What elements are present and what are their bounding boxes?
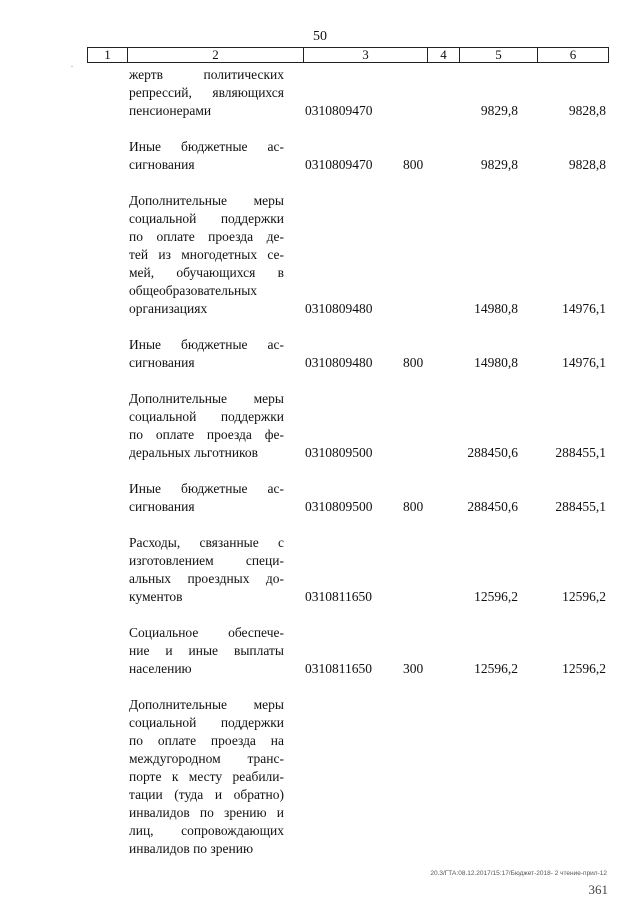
row-name: [129, 480, 284, 516]
row-value-6: 288455,1: [555, 445, 606, 460]
margin-mark: .: [71, 60, 73, 69]
row-name: [129, 696, 284, 858]
row-value-6: 9828,8: [568, 103, 606, 118]
row-name-line: мей, обучающихся в: [129, 265, 284, 280]
row-name-line: Социальное обеспече-: [129, 625, 284, 640]
row-name-line: сигнования: [129, 355, 195, 370]
row-value-5: 288450,6: [467, 499, 518, 514]
row-name-line: жертв политических: [129, 67, 284, 82]
row-name-line: социальной поддержки: [129, 715, 284, 730]
row-name-line: репрессий, являющихся: [129, 85, 284, 100]
row-name-line: междугородном транс-: [129, 751, 284, 766]
table-row: [0, 480, 640, 516]
row-name-line: Расходы, связанные с: [129, 535, 284, 550]
row-name: [129, 534, 284, 606]
row-name-line: изготовлением специ-: [129, 553, 284, 568]
row-value-5: 14980,8: [474, 355, 518, 370]
row-name: [129, 336, 284, 372]
table-row: [0, 336, 640, 372]
row-name-line: по оплате проезда фе-: [129, 427, 284, 442]
row-name-line: тации (туда и обратно): [129, 787, 284, 802]
table-header-row: [87, 47, 609, 63]
footer-stamp: 361: [588, 882, 608, 897]
row-name-line: социальной поддержки: [129, 211, 284, 226]
row-code: 0310809500: [305, 499, 373, 514]
row-name-line: пенсионерами: [129, 103, 212, 118]
row-name-line: ние и иные выплаты: [129, 643, 284, 658]
header-cell-6: 6: [569, 47, 577, 62]
row-value-6: 14976,1: [562, 301, 606, 316]
row-value-6: 12596,2: [562, 661, 606, 676]
row-name-line: по оплате проезда де-: [129, 229, 284, 244]
header-cell-2: 2: [128, 48, 304, 62]
table-row: [0, 696, 640, 858]
header-cell-3: 3: [304, 48, 428, 62]
table-row: [0, 66, 640, 120]
row-name-line: социальной поддержки: [129, 409, 284, 424]
header-cell-5: 5: [460, 48, 538, 62]
row-name: [129, 390, 284, 462]
row-type: 300: [403, 661, 424, 676]
row-name: [129, 138, 284, 174]
table-row: [0, 192, 640, 318]
row-code: 0310809480: [305, 301, 373, 316]
row-name-line: по оплате проезда на: [129, 733, 284, 748]
row-name-line: инвалидов по зрению и: [129, 805, 284, 820]
table-row: [0, 390, 640, 462]
row-name: [129, 624, 284, 678]
row-name-line: Иные бюджетные ас-: [129, 481, 284, 496]
row-code: 0310811650: [305, 661, 372, 676]
row-value-5: 12596,2: [474, 661, 518, 676]
row-type: 800: [403, 499, 424, 514]
row-name-line: кументов: [129, 589, 183, 604]
row-value-6: 14976,1: [562, 355, 606, 370]
row-value-5: 14980,8: [474, 301, 518, 316]
row-value-5: 12596,2: [474, 589, 518, 604]
row-name-line: Иные бюджетные ас-: [129, 139, 284, 154]
row-value-5: 288450,6: [467, 445, 518, 460]
row-code: 0310811650: [305, 589, 372, 604]
row-name-line: Дополнительные меры: [129, 391, 284, 406]
row-name-line: общеобразовательных: [129, 283, 258, 298]
row-name-line: лиц, сопровождающих: [129, 823, 284, 838]
row-name-line: тей из многодетных се-: [129, 247, 284, 262]
row-value-6: 12596,2: [562, 589, 606, 604]
row-name-line: инвалидов по зрению: [129, 841, 254, 856]
row-code: 0310809480: [305, 355, 373, 370]
row-code: 0310809470: [305, 157, 373, 172]
row-name-line: деральных льготников: [129, 445, 259, 460]
row-code: 0310809500: [305, 445, 373, 460]
row-name-line: организациях: [129, 301, 208, 316]
page-number: 50: [313, 29, 327, 44]
table-row: [0, 534, 640, 606]
row-name-line: Дополнительные меры: [129, 193, 284, 208]
row-name-line: Дополнительные меры: [129, 697, 284, 712]
row-name: [129, 192, 284, 318]
footer-note: 20.3/ГТА:08.12.2017/15:17/Бюджет-2018- 2 чтение-прил-12: [430, 870, 607, 877]
header-cell-1: 1: [88, 48, 128, 62]
row-name-line: населению: [129, 661, 192, 676]
row-name-line: сигнования: [129, 499, 195, 514]
row-type: 800: [403, 355, 424, 370]
row-code: 0310809470: [305, 103, 373, 118]
row-name-line: Иные бюджетные ас-: [129, 337, 284, 352]
row-type: 800: [403, 157, 424, 172]
table-row: [0, 624, 640, 678]
row-name-line: сигнования: [129, 157, 195, 172]
row-name-line: порте к месту реабили-: [129, 769, 284, 784]
row-value-6: 288455,1: [555, 499, 606, 514]
row-value-5: 9829,8: [480, 157, 518, 172]
row-value-5: 9829,8: [480, 103, 518, 118]
header-cell-4: 4: [428, 48, 460, 62]
row-value-6: 9828,8: [568, 157, 606, 172]
row-name-line: альных проездных до-: [129, 571, 284, 586]
row-name: [129, 66, 284, 120]
table-row: [0, 138, 640, 174]
